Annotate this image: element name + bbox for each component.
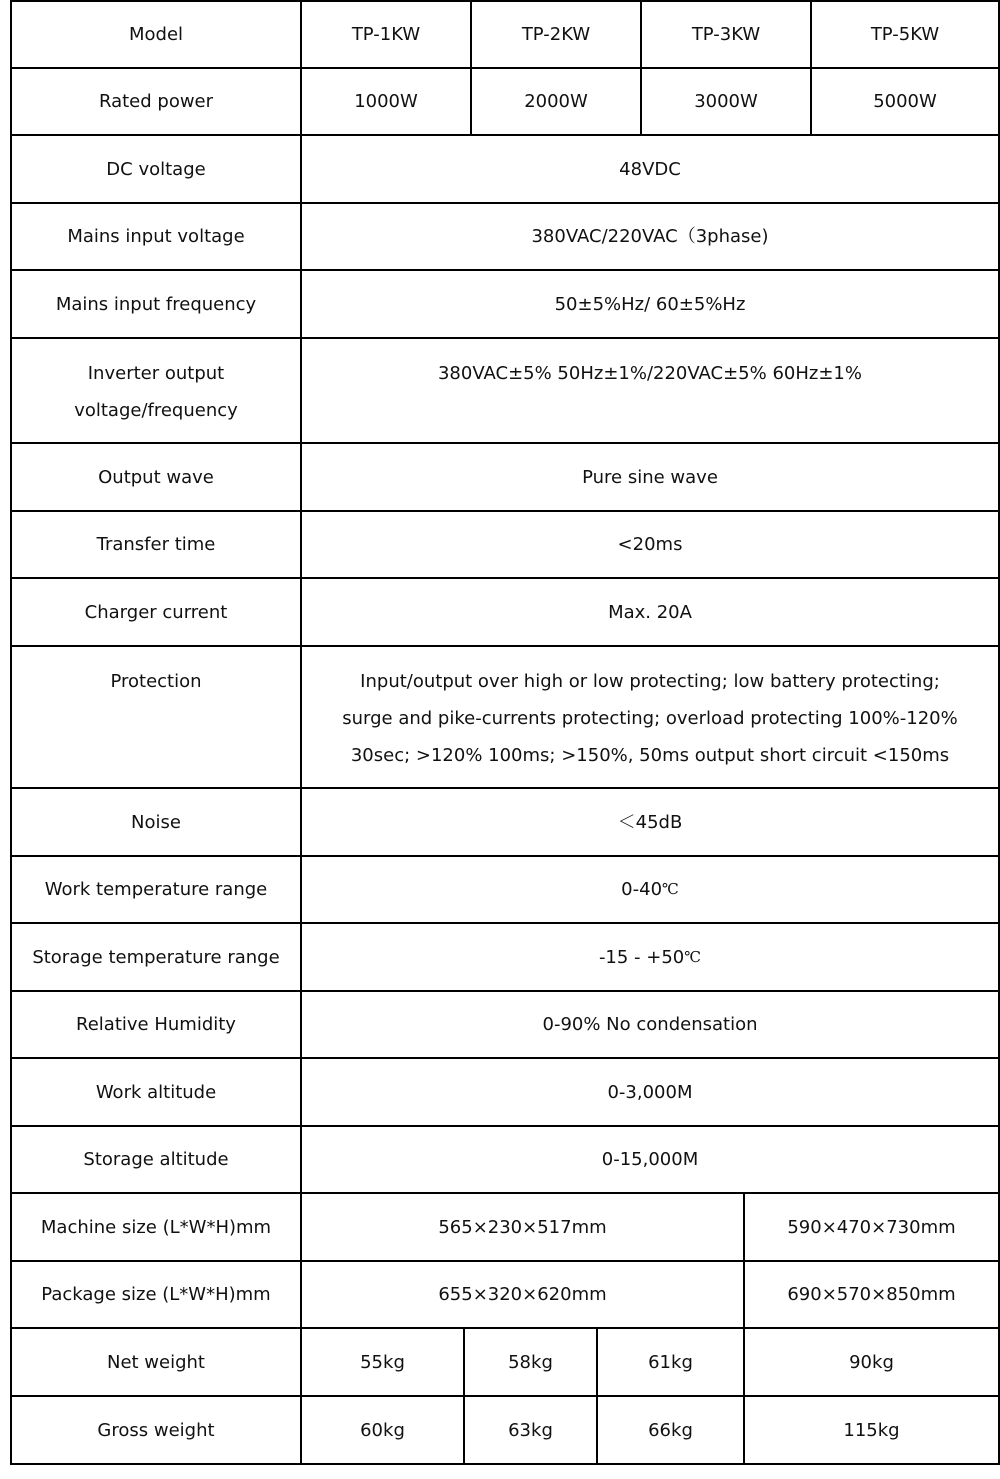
label-work-temperature: Work temperature range: [44, 879, 268, 900]
label-protection: Protection: [110, 671, 202, 692]
net-weight-2: 58kg: [508, 1351, 553, 1373]
value-mains-input-voltage: 380VAC/220VAC（3phase): [531, 226, 769, 247]
label-inverter-output: [11, 338, 301, 443]
work-temperature-number: 0-40: [621, 879, 663, 900]
rated-power-4: 5000W: [873, 91, 937, 112]
label-storage-temperature: Storage temperature range: [32, 946, 280, 968]
rated-power-3: 3000W: [694, 91, 758, 112]
value-output-wave: Pure sine wave: [582, 466, 718, 488]
value-dc-voltage: 48VDC: [619, 158, 681, 180]
model-tp-2kw: TP-2KW: [521, 24, 591, 45]
machine-size-large: 590×470×730mm: [787, 1216, 956, 1238]
label-noise: Noise: [131, 811, 181, 833]
gross-weight-4: 115kg: [843, 1419, 900, 1441]
net-weight-4: 90kg: [849, 1351, 894, 1373]
label-dc-voltage: DC voltage: [106, 158, 206, 180]
rated-power-2: 2000W: [524, 91, 588, 112]
value-charger-current: Max. 20A: [608, 601, 692, 623]
gross-weight-1: 60kg: [360, 1419, 405, 1441]
package-size-small: 655×320×620mm: [438, 1284, 607, 1305]
label-model: Model: [128, 24, 184, 45]
label-charger-current: Charger current: [84, 601, 228, 623]
machine-size-small: 565×230×517mm: [438, 1216, 607, 1238]
value-transfer-time: <20ms: [617, 534, 683, 555]
label-gross-weight: Gross weight: [97, 1419, 215, 1441]
package-size-large: 690×570×850mm: [787, 1284, 956, 1305]
gross-weight-2: 63kg: [508, 1419, 553, 1441]
label-inverter-output-line1: Inverter output: [87, 363, 225, 384]
protection-line-1: Input/output over high or low protecting; low battery protecting;: [360, 671, 940, 692]
label-mains-input-voltage: Mains input voltage: [67, 226, 245, 247]
value-work-altitude: 0-3,000M: [607, 1081, 693, 1103]
label-storage-altitude: Storage altitude: [83, 1149, 229, 1170]
value-work-temperature: [301, 856, 999, 923]
storage-temperature-number: -15 - +50: [598, 946, 685, 968]
model-tp-1kw: TP-1KW: [351, 24, 421, 45]
label-output-wave: Output wave: [98, 466, 214, 488]
label-net-weight: Net weight: [106, 1351, 205, 1373]
protection-line-3: 30sec; >120% 100ms; >150%, 50ms output short circuit <150ms: [350, 745, 950, 766]
model-tp-5kw: TP-5KW: [870, 24, 940, 45]
value-mains-input-frequency: 50±5%Hz/ 60±5%Hz: [554, 293, 746, 315]
net-weight-3: 61kg: [648, 1351, 693, 1373]
label-package-size: Package size (L*W*H)mm: [41, 1284, 271, 1305]
work-temperature-unit: ℃: [662, 880, 679, 898]
rated-power-1: 1000W: [354, 91, 418, 112]
value-protection: [301, 646, 999, 788]
value-inverter-output: 380VAC±5% 50Hz±1%/220VAC±5% 60Hz±1%: [437, 363, 862, 384]
value-relative-humidity: 0-90% No condensation: [542, 1014, 758, 1035]
value-noise: ＜45dB: [617, 811, 683, 833]
value-storage-altitude: 0-15,000M: [601, 1149, 699, 1170]
label-mains-input-frequency: Mains input frequency: [55, 293, 257, 315]
value-storage-temperature: [301, 923, 999, 991]
storage-temperature-unit: ℃: [684, 947, 702, 966]
label-relative-humidity: Relative Humidity: [76, 1014, 236, 1035]
label-machine-size: Machine size (L*W*H)mm: [40, 1216, 272, 1238]
label-work-altitude: Work altitude: [95, 1081, 217, 1103]
label-inverter-output-line2: voltage/frequency: [74, 400, 238, 421]
label-transfer-time: Transfer time: [96, 534, 216, 555]
net-weight-1: 55kg: [360, 1351, 405, 1373]
protection-line-2: surge and pike-currents protecting; overload protecting 100%-120%: [342, 708, 958, 729]
label-rated-power: Rated power: [98, 91, 214, 112]
gross-weight-3: 66kg: [648, 1419, 693, 1441]
model-tp-3kw: TP-3KW: [691, 24, 761, 45]
